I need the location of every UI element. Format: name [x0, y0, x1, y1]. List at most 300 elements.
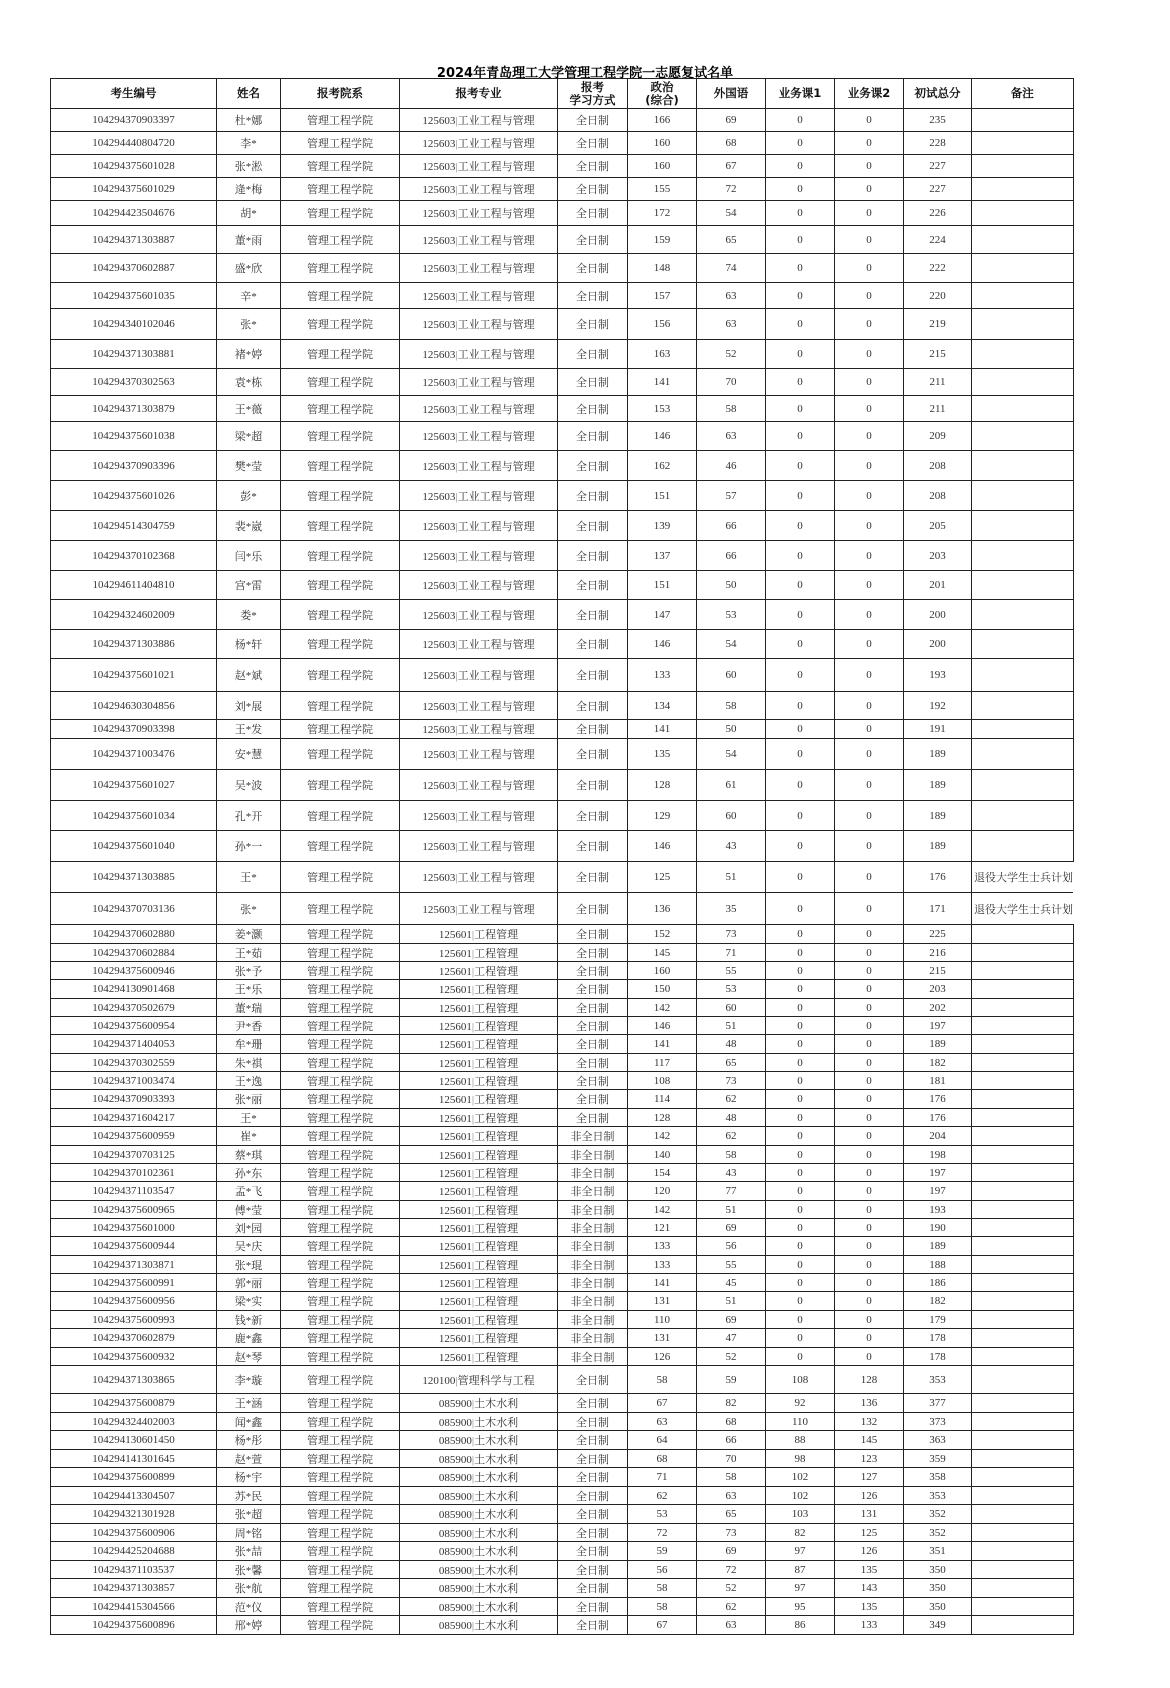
cell-foreign: 58: [697, 396, 766, 422]
cell-mode: 全日制: [558, 1017, 628, 1035]
cell-name: 董*瑞: [217, 999, 281, 1017]
cell-note: [972, 1561, 1074, 1579]
cell-name: 张*航: [217, 1579, 281, 1598]
column-header-major: 报考专业: [400, 79, 558, 109]
cell-dept: 管理工程学院: [281, 1579, 400, 1598]
cell-name: 王*: [217, 1109, 281, 1127]
cell-note: [972, 340, 1074, 369]
cell-dept: 管理工程学院: [281, 283, 400, 309]
cell-major: 125601|工程管理: [400, 1256, 558, 1274]
cell-total: 202: [904, 999, 972, 1017]
table-row: [51, 1072, 1074, 1090]
cell-course2: 136: [835, 1394, 904, 1413]
cell-course2: 0: [835, 831, 904, 862]
cell-course1: 102: [766, 1468, 835, 1487]
cell-dept: 管理工程学院: [281, 309, 400, 340]
cell-dept: 管理工程学院: [281, 1164, 400, 1182]
cell-note: [972, 201, 1074, 226]
cell-course2: 0: [835, 600, 904, 630]
cell-name: 宫*雷: [217, 571, 281, 600]
cell-major: 125601|工程管理: [400, 1348, 558, 1366]
cell-mode: 全日制: [558, 155, 628, 178]
cell-name: 娄*: [217, 600, 281, 630]
cell-total: 178: [904, 1348, 972, 1366]
cell-note: [972, 1201, 1074, 1219]
cell-major: 125603|工业工程与管理: [400, 201, 558, 226]
table-row: [51, 1366, 1074, 1394]
cell-dept: 管理工程学院: [281, 1431, 400, 1450]
table-row: [51, 1329, 1074, 1348]
cell-course1: 0: [766, 541, 835, 571]
cell-id: 104294130901468: [51, 980, 217, 999]
cell-mode: 全日制: [558, 1109, 628, 1127]
table-row: [51, 396, 1074, 422]
cell-mode: 全日制: [558, 1413, 628, 1431]
cell-dept: 管理工程学院: [281, 1146, 400, 1164]
cell-course2: 0: [835, 925, 904, 944]
cell-id: 104294375600906: [51, 1524, 217, 1542]
cell-foreign: 68: [697, 1413, 766, 1431]
cell-total: 349: [904, 1616, 972, 1635]
cell-note: [972, 511, 1074, 541]
cell-note: [972, 770, 1074, 801]
cell-name: 褚*婷: [217, 340, 281, 369]
table-row: [51, 1450, 1074, 1468]
table-row: [51, 1579, 1074, 1598]
cell-major: 125603|工业工程与管理: [400, 283, 558, 309]
cell-name: 张*丽: [217, 1090, 281, 1109]
cell-name: 苏*民: [217, 1487, 281, 1505]
cell-dept: 管理工程学院: [281, 201, 400, 226]
cell-note: [972, 422, 1074, 451]
cell-course2: 0: [835, 451, 904, 481]
cell-name: 闻*鑫: [217, 1413, 281, 1431]
cell-note: [972, 1182, 1074, 1201]
cell-mode: 全日制: [558, 451, 628, 481]
table-row: [51, 201, 1074, 226]
cell-course2: 0: [835, 369, 904, 396]
cell-foreign: 72: [697, 1561, 766, 1579]
cell-politics: 157: [628, 283, 697, 309]
retest-list-table: [50, 78, 1074, 1635]
cell-note: [972, 831, 1074, 862]
table-row: [51, 309, 1074, 340]
cell-course2: 0: [835, 254, 904, 283]
table-row: [51, 1219, 1074, 1237]
cell-id: 104294375601028: [51, 155, 217, 178]
cell-course1: 0: [766, 1201, 835, 1219]
cell-dept: 管理工程学院: [281, 340, 400, 369]
cell-course2: 0: [835, 1201, 904, 1219]
cell-name: 王*乐: [217, 980, 281, 999]
cell-major: 085900|土木水利: [400, 1450, 558, 1468]
cell-politics: 154: [628, 1164, 697, 1182]
cell-mode: 全日制: [558, 801, 628, 831]
cell-course2: 0: [835, 226, 904, 254]
cell-major: 125601|工程管理: [400, 1072, 558, 1090]
table-row: [51, 1524, 1074, 1542]
cell-foreign: 65: [697, 226, 766, 254]
cell-id: 104294375600899: [51, 1468, 217, 1487]
cell-politics: 152: [628, 925, 697, 944]
cell-course1: 0: [766, 893, 835, 925]
cell-foreign: 65: [697, 1505, 766, 1524]
cell-course2: 0: [835, 481, 904, 511]
cell-mode: 非全日制: [558, 1274, 628, 1292]
cell-foreign: 74: [697, 254, 766, 283]
cell-course1: 0: [766, 201, 835, 226]
cell-note: [972, 1146, 1074, 1164]
cell-course2: 0: [835, 1164, 904, 1182]
cell-name: 孙*东: [217, 1164, 281, 1182]
cell-course1: 0: [766, 511, 835, 541]
cell-dept: 管理工程学院: [281, 1413, 400, 1431]
cell-foreign: 35: [697, 893, 766, 925]
cell-foreign: 73: [697, 1524, 766, 1542]
cell-course2: 131: [835, 1505, 904, 1524]
cell-course1: 0: [766, 739, 835, 770]
cell-total: 208: [904, 481, 972, 511]
cell-politics: 155: [628, 178, 697, 201]
cell-mode: 全日制: [558, 1468, 628, 1487]
cell-id: 104294370703136: [51, 893, 217, 925]
cell-mode: 全日制: [558, 720, 628, 739]
column-header-total: 初试总分: [904, 79, 972, 109]
cell-mode: 全日制: [558, 511, 628, 541]
cell-name: 李*: [217, 132, 281, 155]
table-row: [51, 1035, 1074, 1054]
cell-politics: 160: [628, 155, 697, 178]
cell-total: 182: [904, 1292, 972, 1311]
cell-note: [972, 1219, 1074, 1237]
cell-id: 104294370903393: [51, 1090, 217, 1109]
cell-major: 125601|工程管理: [400, 944, 558, 962]
cell-foreign: 52: [697, 1579, 766, 1598]
cell-note: [972, 962, 1074, 980]
cell-course1: 98: [766, 1450, 835, 1468]
cell-major: 125601|工程管理: [400, 1017, 558, 1035]
cell-major: 085900|土木水利: [400, 1487, 558, 1505]
cell-mode: 非全日制: [558, 1182, 628, 1201]
cell-total: 225: [904, 925, 972, 944]
cell-politics: 108: [628, 1072, 697, 1090]
cell-foreign: 61: [697, 770, 766, 801]
cell-major: 085900|土木水利: [400, 1598, 558, 1616]
cell-id: 104294370602884: [51, 944, 217, 962]
cell-politics: 142: [628, 1127, 697, 1146]
cell-name: 杨*彤: [217, 1431, 281, 1450]
table-row: [51, 451, 1074, 481]
cell-mode: 全日制: [558, 1090, 628, 1109]
cell-id: 104294375601040: [51, 831, 217, 862]
cell-major: 125603|工业工程与管理: [400, 178, 558, 201]
cell-mode: 非全日制: [558, 1127, 628, 1146]
table-row: [51, 1468, 1074, 1487]
cell-major: 125601|工程管理: [400, 1146, 558, 1164]
cell-politics: 72: [628, 1524, 697, 1542]
cell-course2: 0: [835, 1274, 904, 1292]
cell-course1: 0: [766, 109, 835, 132]
cell-politics: 156: [628, 309, 697, 340]
cell-politics: 59: [628, 1542, 697, 1561]
cell-major: 085900|土木水利: [400, 1579, 558, 1598]
cell-name: 张*馨: [217, 1561, 281, 1579]
cell-note: [972, 1413, 1074, 1431]
table-row: [51, 571, 1074, 600]
cell-course1: 0: [766, 801, 835, 831]
cell-dept: 管理工程学院: [281, 1524, 400, 1542]
table-row: [51, 944, 1074, 962]
table-header-row: [51, 79, 1074, 109]
cell-foreign: 63: [697, 1616, 766, 1635]
cell-id: 104294371003474: [51, 1072, 217, 1090]
cell-course2: 0: [835, 511, 904, 541]
cell-id: 104294375600993: [51, 1311, 217, 1329]
cell-course1: 0: [766, 1072, 835, 1090]
cell-dept: 管理工程学院: [281, 109, 400, 132]
cell-dept: 管理工程学院: [281, 254, 400, 283]
table-row: [51, 893, 1074, 925]
cell-dept: 管理工程学院: [281, 396, 400, 422]
cell-major: 125603|工业工程与管理: [400, 893, 558, 925]
cell-politics: 151: [628, 481, 697, 511]
cell-note: [972, 1127, 1074, 1146]
cell-major: 125601|工程管理: [400, 1201, 558, 1219]
cell-politics: 126: [628, 1348, 697, 1366]
cell-dept: 管理工程学院: [281, 962, 400, 980]
cell-note: [972, 1292, 1074, 1311]
cell-major: 125601|工程管理: [400, 925, 558, 944]
cell-course1: 0: [766, 692, 835, 720]
cell-course2: 0: [835, 340, 904, 369]
cell-politics: 121: [628, 1219, 697, 1237]
cell-foreign: 43: [697, 831, 766, 862]
cell-course2: 0: [835, 1090, 904, 1109]
cell-name: 袁*栋: [217, 369, 281, 396]
cell-major: 120100|管理科学与工程: [400, 1366, 558, 1394]
cell-id: 104294371303887: [51, 226, 217, 254]
cell-mode: 全日制: [558, 862, 628, 893]
cell-total: 171: [904, 893, 972, 925]
cell-foreign: 66: [697, 511, 766, 541]
cell-dept: 管理工程学院: [281, 801, 400, 831]
table-row: [51, 1127, 1074, 1146]
cell-mode: 全日制: [558, 1616, 628, 1635]
cell-course1: 0: [766, 481, 835, 511]
cell-mode: 全日制: [558, 1579, 628, 1598]
cell-course1: 0: [766, 422, 835, 451]
cell-major: 125601|工程管理: [400, 999, 558, 1017]
cell-major: 125603|工业工程与管理: [400, 770, 558, 801]
cell-major: 085900|土木水利: [400, 1431, 558, 1450]
cell-foreign: 58: [697, 1468, 766, 1487]
cell-mode: 全日制: [558, 962, 628, 980]
cell-foreign: 54: [697, 201, 766, 226]
cell-note: [972, 396, 1074, 422]
cell-foreign: 69: [697, 109, 766, 132]
column-header-id: 考生编号: [51, 79, 217, 109]
cell-note: [972, 980, 1074, 999]
cell-mode: 全日制: [558, 309, 628, 340]
cell-note: [972, 1017, 1074, 1035]
cell-mode: 非全日制: [558, 1311, 628, 1329]
cell-id: 104294371303857: [51, 1579, 217, 1598]
table-row: [51, 1109, 1074, 1127]
cell-politics: 147: [628, 600, 697, 630]
cell-major: 125601|工程管理: [400, 1274, 558, 1292]
cell-foreign: 59: [697, 1366, 766, 1394]
cell-note: [972, 1431, 1074, 1450]
cell-name: 裴*崴: [217, 511, 281, 541]
cell-mode: 全日制: [558, 659, 628, 692]
cell-mode: 全日制: [558, 1505, 628, 1524]
cell-note: [972, 630, 1074, 659]
cell-major: 125603|工业工程与管理: [400, 630, 558, 659]
cell-note: [972, 1505, 1074, 1524]
cell-note: [972, 571, 1074, 600]
cell-mode: 非全日制: [558, 1201, 628, 1219]
cell-name: 张*喆: [217, 1542, 281, 1561]
cell-course1: 97: [766, 1579, 835, 1598]
cell-note: [972, 309, 1074, 340]
cell-id: 104294371404053: [51, 1035, 217, 1054]
cell-mode: 非全日制: [558, 1292, 628, 1311]
cell-total: 227: [904, 155, 972, 178]
cell-foreign: 69: [697, 1219, 766, 1237]
cell-course1: 0: [766, 720, 835, 739]
cell-id: 104294375600879: [51, 1394, 217, 1413]
cell-foreign: 50: [697, 571, 766, 600]
cell-major: 125603|工业工程与管理: [400, 541, 558, 571]
cell-politics: 141: [628, 369, 697, 396]
cell-course2: 128: [835, 1366, 904, 1394]
cell-id: 104294375600991: [51, 1274, 217, 1292]
cell-name: 孔*开: [217, 801, 281, 831]
cell-foreign: 54: [697, 630, 766, 659]
table-row: [51, 720, 1074, 739]
cell-major: 125601|工程管理: [400, 980, 558, 999]
cell-dept: 管理工程学院: [281, 1542, 400, 1561]
cell-course1: 0: [766, 1219, 835, 1237]
cell-major: 125603|工业工程与管理: [400, 422, 558, 451]
cell-dept: 管理工程学院: [281, 1292, 400, 1311]
table-row: [51, 155, 1074, 178]
cell-foreign: 60: [697, 999, 766, 1017]
cell-id: 104294321301928: [51, 1505, 217, 1524]
cell-mode: 全日制: [558, 1542, 628, 1561]
cell-note: [972, 155, 1074, 178]
table-row: [51, 1413, 1074, 1431]
cell-politics: 146: [628, 630, 697, 659]
cell-course1: 0: [766, 999, 835, 1017]
cell-dept: 管理工程学院: [281, 1237, 400, 1256]
cell-politics: 146: [628, 422, 697, 451]
table-row: [51, 226, 1074, 254]
table-row: [51, 1274, 1074, 1292]
cell-course2: 0: [835, 283, 904, 309]
cell-id: 104294370602887: [51, 254, 217, 283]
cell-dept: 管理工程学院: [281, 1329, 400, 1348]
cell-foreign: 66: [697, 1431, 766, 1450]
table-row: [51, 925, 1074, 944]
cell-note: [972, 226, 1074, 254]
cell-dept: 管理工程学院: [281, 511, 400, 541]
cell-mode: 全日制: [558, 481, 628, 511]
cell-politics: 58: [628, 1579, 697, 1598]
cell-mode: 全日制: [558, 178, 628, 201]
cell-name: 刘*园: [217, 1219, 281, 1237]
cell-total: 216: [904, 944, 972, 962]
table-row: [51, 541, 1074, 571]
cell-mode: 全日制: [558, 1054, 628, 1072]
cell-major: 085900|土木水利: [400, 1505, 558, 1524]
column-header-mode: 报考 学习方式: [558, 79, 628, 109]
cell-note: [972, 1348, 1074, 1366]
cell-note: [972, 1164, 1074, 1182]
table-row: [51, 1090, 1074, 1109]
cell-mode: 全日制: [558, 692, 628, 720]
cell-mode: 非全日制: [558, 1329, 628, 1348]
cell-politics: 133: [628, 659, 697, 692]
cell-mode: 全日制: [558, 340, 628, 369]
cell-course1: 0: [766, 1164, 835, 1182]
column-header-name: 姓名: [217, 79, 281, 109]
cell-foreign: 52: [697, 1348, 766, 1366]
cell-course2: 0: [835, 1292, 904, 1311]
cell-course1: 87: [766, 1561, 835, 1579]
cell-course1: 0: [766, 396, 835, 422]
cell-course1: 0: [766, 1109, 835, 1127]
cell-politics: 141: [628, 720, 697, 739]
cell-course2: 126: [835, 1542, 904, 1561]
cell-course2: 0: [835, 309, 904, 340]
table-row: [51, 481, 1074, 511]
cell-politics: 139: [628, 511, 697, 541]
cell-name: 李*璇: [217, 1366, 281, 1394]
cell-course2: 0: [835, 1017, 904, 1035]
cell-total: 203: [904, 980, 972, 999]
cell-note: [972, 1366, 1074, 1394]
cell-id: 104294375601000: [51, 1219, 217, 1237]
cell-major: 125603|工业工程与管理: [400, 571, 558, 600]
cell-foreign: 58: [697, 1146, 766, 1164]
cell-name: 周*铭: [217, 1524, 281, 1542]
cell-course1: 0: [766, 831, 835, 862]
cell-major: 125601|工程管理: [400, 1035, 558, 1054]
cell-course1: 0: [766, 1256, 835, 1274]
cell-id: 104294371303885: [51, 862, 217, 893]
cell-mode: 全日制: [558, 283, 628, 309]
cell-total: 189: [904, 739, 972, 770]
cell-total: 211: [904, 369, 972, 396]
table-row: [51, 962, 1074, 980]
cell-id: 104294375600944: [51, 1237, 217, 1256]
cell-politics: 131: [628, 1329, 697, 1348]
table-row: [51, 254, 1074, 283]
cell-course1: 102: [766, 1487, 835, 1505]
cell-politics: 159: [628, 226, 697, 254]
cell-total: 182: [904, 1054, 972, 1072]
cell-dept: 管理工程学院: [281, 925, 400, 944]
cell-politics: 68: [628, 1450, 697, 1468]
cell-name: 赵*琴: [217, 1348, 281, 1366]
table-row: [51, 178, 1074, 201]
cell-id: 104294371303881: [51, 340, 217, 369]
cell-dept: 管理工程学院: [281, 226, 400, 254]
table-row: [51, 1616, 1074, 1635]
cell-foreign: 70: [697, 369, 766, 396]
column-header-dept: 报考院系: [281, 79, 400, 109]
